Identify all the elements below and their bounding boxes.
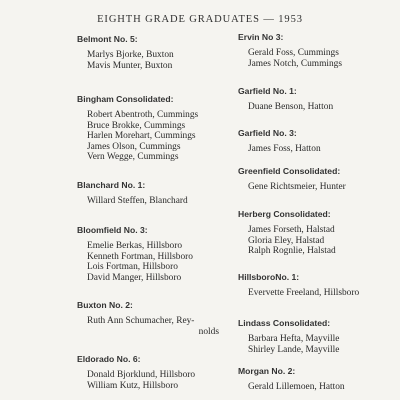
school-section-ervin-3 [238, 32, 388, 69]
graduate-name: Evervette Freeland, Hillsboro [248, 288, 360, 298]
graduate-name: Donald Bjorklund, Hillsboro [87, 370, 196, 380]
graduate-name: William Kutz, Hillsboro [87, 380, 179, 391]
graduate-list [238, 182, 388, 193]
graduate-list [238, 334, 388, 355]
school-heading: Ervin No 3: [238, 32, 284, 42]
school-section-bloomfield-3 [77, 225, 227, 283]
graduate-name: Gene Richtsmeier, Hunter [248, 182, 346, 192]
school-section-hillsboro-1 [238, 272, 388, 299]
school-section-blanchard-1 [77, 180, 227, 207]
graduate-name: Marlys Bjorke, Buxton [87, 50, 174, 60]
school-section-greenfield-consolidated [238, 166, 388, 193]
graduate-list [77, 110, 227, 163]
school-heading: Herberg Consolidated: [238, 209, 331, 219]
graduate-name: Shirley Lande, Mayville [248, 344, 340, 355]
school-section-bingham-consolidated [77, 94, 227, 163]
school-heading: Bingham Consolidated: [77, 94, 174, 104]
school-heading: Garfield No. 3: [238, 128, 297, 138]
graduate-list [238, 225, 388, 257]
graduate-name: Gerald Lillemoen, Hatton [248, 382, 345, 392]
graduate-name: James Notch, Cummings [248, 58, 343, 69]
school-section-morgan-2 [238, 366, 388, 393]
school-section-belmont-5 [77, 34, 227, 71]
graduate-name: Lois Fortman, Hillsboro [87, 262, 178, 273]
graduate-name: James Forseth, Halstad [248, 225, 335, 235]
graduate-list [238, 48, 388, 69]
school-heading: Greenfield Consolidated: [238, 166, 341, 176]
graduate-name: James Olson, Cummings [87, 141, 181, 152]
graduate-name: Robert Abentroth, Cummings [87, 110, 199, 120]
graduate-name: Ruth Ann Schumacher, Rey- [87, 316, 195, 326]
school-heading: HillsboroNo. 1: [238, 272, 300, 282]
school-section-buxton-2 [77, 300, 227, 337]
school-section-garfield-1 [238, 86, 388, 113]
graduate-name: Barbara Hefta, Mayville [248, 334, 340, 344]
graduate-list [77, 196, 227, 207]
graduate-list [238, 288, 388, 299]
graduate-name: David Manger, Hillsboro [87, 272, 182, 283]
school-heading: Bloomfield No. 3: [77, 225, 148, 235]
graduate-list [238, 382, 388, 393]
graduate-list [77, 370, 227, 391]
graduate-name: Mavis Munter, Buxton [87, 60, 173, 71]
graduate-name-continued: nolds [198, 326, 219, 337]
graduate-name: Gerald Foss, Cummings [248, 48, 339, 58]
school-heading: Morgan No. 2: [238, 366, 296, 376]
graduate-name: Harlen Morehart, Cummings [87, 131, 196, 142]
school-section-garfield-3 [238, 128, 388, 155]
school-section-herberg-consolidated [238, 209, 388, 257]
graduate-name: Ralph Rognlie, Halstad [248, 246, 336, 257]
graduate-list [238, 102, 388, 113]
school-heading: Blanchard No. 1: [77, 180, 146, 190]
graduate-list [77, 241, 227, 283]
page-title: EIGHTH GRADE GRADUATES — 1953 [97, 14, 303, 25]
graduate-name: Emelie Berkas, Hillsboro [87, 241, 183, 251]
graduate-list [77, 316, 227, 337]
school-heading: Garfield No. 1: [238, 86, 297, 96]
graduate-list [77, 50, 227, 71]
graduate-name: Vern Wegge, Cummings [87, 152, 179, 163]
school-section-eldorado-6 [77, 354, 227, 391]
graduate-list [238, 144, 388, 155]
graduate-name: Gloria Eley, Halstad [248, 235, 325, 246]
graduate-name: James Foss, Hatton [248, 144, 321, 154]
school-heading: Eldorado No. 6: [77, 354, 141, 364]
graduate-name: Duane Benson, Hatton [248, 102, 334, 112]
graduate-name: Willard Steffen, Blanchard [87, 196, 188, 206]
school-section-lindass-consolidated [238, 318, 388, 355]
school-heading: Buxton No. 2: [77, 300, 133, 310]
graduate-name: Kenneth Fortman, Hillsboro [87, 251, 193, 262]
school-heading: Lindass Consolidated: [238, 318, 331, 328]
school-heading: Belmont No. 5: [77, 34, 138, 44]
graduate-name: Bruce Brokke, Cummings [87, 120, 186, 131]
